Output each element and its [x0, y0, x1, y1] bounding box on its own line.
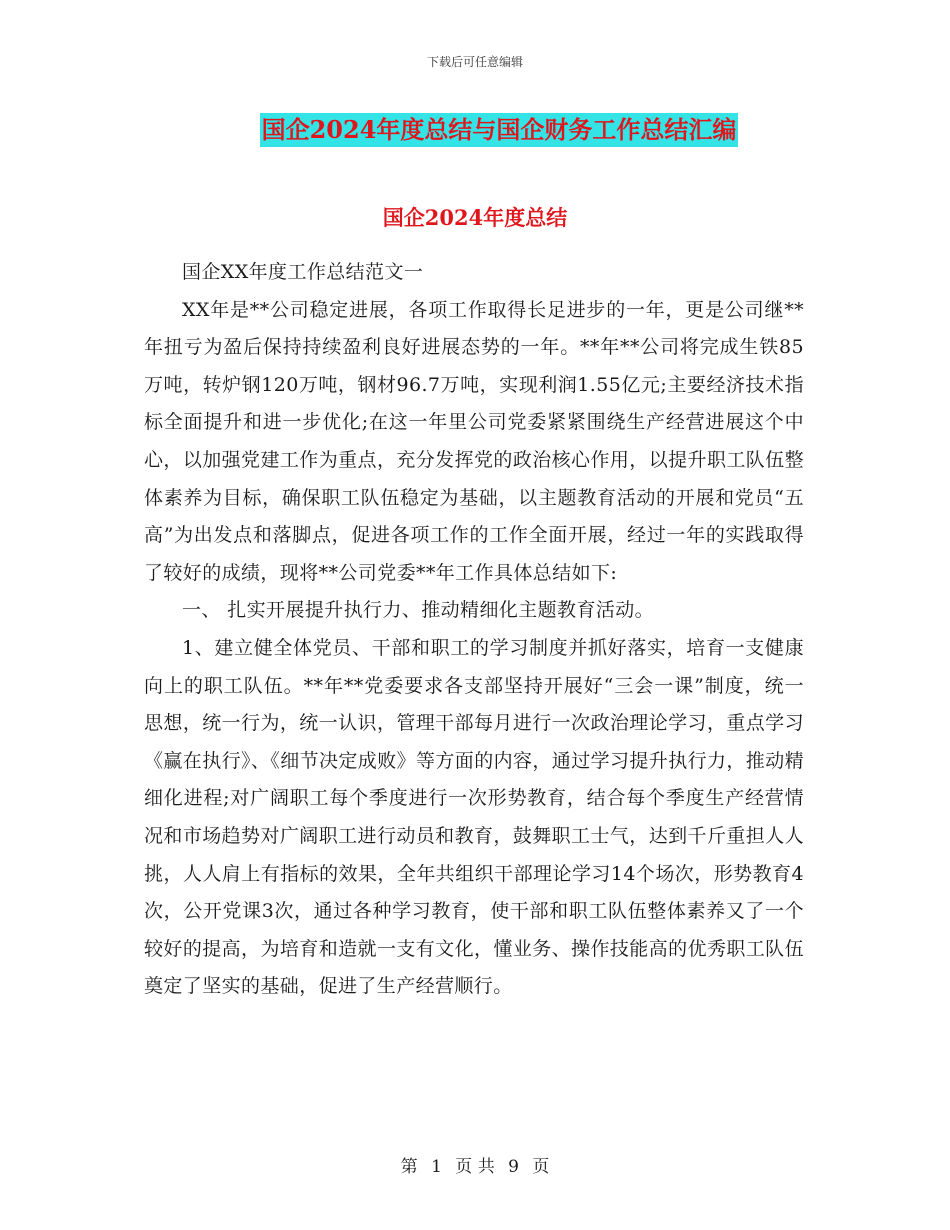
footer-middle: 页 共 — [455, 1157, 495, 1177]
footer-page-number: 1 — [431, 1157, 442, 1177]
main-title-wrap — [0, 113, 950, 147]
page-footer — [0, 1152, 950, 1177]
footer-suffix: 页 — [532, 1157, 550, 1177]
document-body — [144, 222, 804, 1006]
footer-prefix: 第 — [400, 1157, 418, 1177]
section-title: 国企2024年度总结 — [382, 205, 568, 230]
subtitle-paragraph: 国企XX年度工作总结范文一 — [182, 261, 424, 283]
body-paragraph: XX年是**公司稳定进展，各项工作取得长足进步的一年，更是公司继**年扭亏为盈后保持持续盈利良好进展态势的一年。**年**公司将完成生铁85万吨，转炉钢120万吨，钢材96.7万吨，实现利润1.55亿元;主要经济技术指标全面提升和进一步优化;在这一年里公司党委紧紧围绕生产经营进展这个中心，以加强党建工作为重点，充分发挥党的政治核心作用，以提升职工队伍整体素养为目标，确保职工队伍稳定为基础，以主题教育活动的开展和党员“五高”为出发点和落脚点，促进各项工作的工作全面开展，经过一年的实践取得了较好的成绩，现将**公司党委**年工作具体总结如下: — [144, 298, 804, 584]
footer-total-pages: 9 — [508, 1157, 519, 1177]
heading-paragraph: 一、 扎实开展提升执行力、推动精细化主题教育活动。 — [182, 599, 655, 622]
header-note: 下载后可任意编辑 — [426, 55, 523, 69]
body-paragraph: 1、建立健全体党员、干部和职工的学习制度并抓好落实，培育一支健康向上的职工队伍。**年**党委要求各支部坚持开展好“三会一课”制度，统一思想，统一行为，统一认识，管理干部每月进行一次政治理论学习，重点学习《赢在执行》、《细节决定成败》等方面的内容，通过学习提升执行力，推动精细化进程;对广阔职工每个季度进行一次形势教育，结合每个季度生产经营情况和市场趋势对广阔职工进行动员和教育，鼓舞职工士气，达到千斤重担人人挑，人人肩上有指标的效果，全年共组织干部理论学习14个场次，形势教育4次，公开党课3次，通过各种学习教育，使干部和职工队伍整体素养又了一个较好的提高，为培育和造就一支有文化，懂业务、操作技能高的优秀职工队伍奠定了坚实的基础，促进了生产经营顺行。 — [144, 636, 805, 998]
main-title: 国企2024年度总结与国企财务工作总结汇编 — [260, 113, 739, 147]
